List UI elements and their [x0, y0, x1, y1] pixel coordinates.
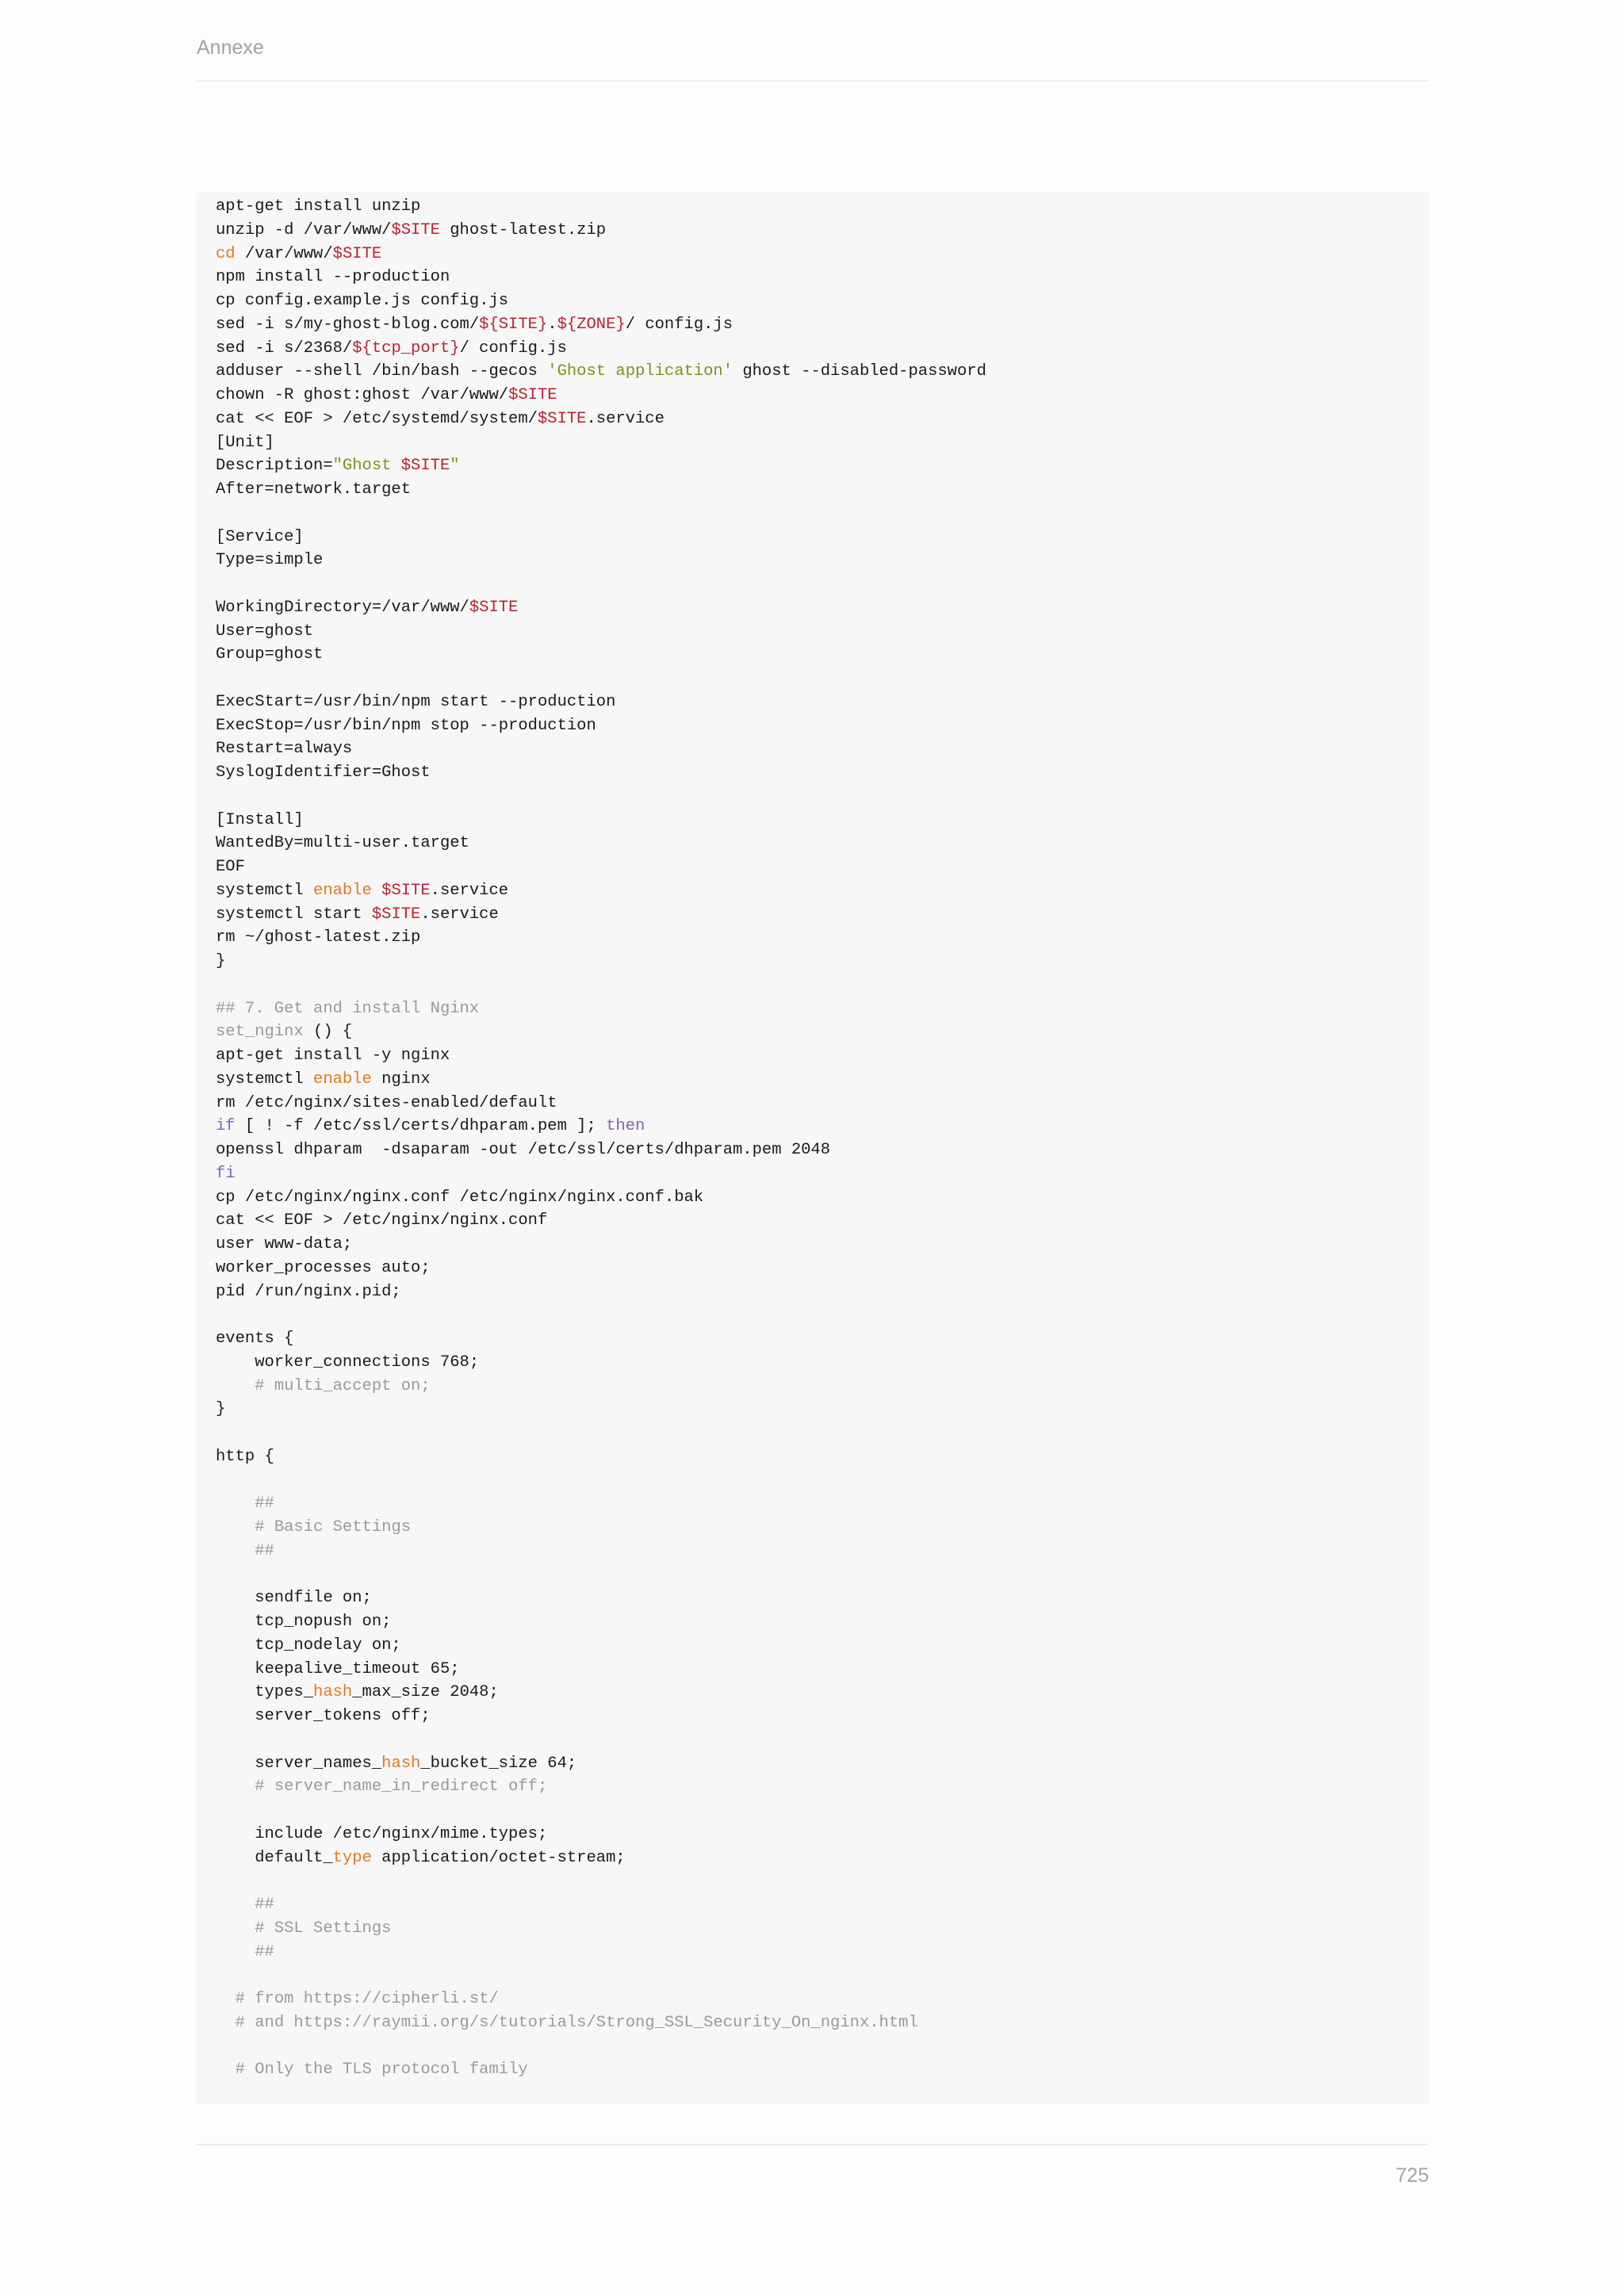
code-line — [216, 266, 1429, 289]
code-line — [216, 2011, 1429, 2035]
code-line — [216, 478, 1429, 502]
code-line — [216, 2035, 1429, 2059]
code-control-keyword: then — [606, 1117, 645, 1136]
code-line — [216, 1610, 1429, 1634]
code-line — [216, 1162, 1429, 1186]
code-line — [216, 785, 1429, 809]
code-text — [216, 1896, 255, 1914]
code-builtin: type — [332, 1848, 372, 1867]
code-text: tcp_nopush on; — [216, 1613, 392, 1631]
code-text: ExecStart=/usr/bin/npm start --production — [216, 692, 616, 711]
code-line — [216, 997, 1429, 1021]
code-text: EOF — [216, 858, 245, 876]
code-line — [216, 643, 1429, 667]
code-line — [216, 1681, 1429, 1705]
code-line — [216, 926, 1429, 950]
code-line — [216, 1964, 1429, 1988]
code-comment: ## — [255, 1896, 274, 1914]
code-line — [216, 454, 1429, 478]
code-builtin: hash — [313, 1683, 353, 1702]
code-text: / config.js — [625, 315, 733, 334]
code-text: _bucket_size 64; — [420, 1754, 577, 1773]
code-text: server_tokens off; — [216, 1707, 431, 1725]
code-text: WorkingDirectory=/var/www/ — [216, 598, 469, 617]
code-line — [216, 667, 1429, 691]
code-builtin: enable — [313, 881, 372, 900]
code-line — [216, 1327, 1429, 1351]
code-text: chown -R ghost:ghost /var/www/ — [216, 386, 509, 404]
code-text: After=network.target — [216, 480, 412, 499]
code-line — [216, 2058, 1429, 2082]
code-text: } — [216, 1400, 226, 1419]
code-text: cp /etc/nginx/nginx.conf /etc/nginx/nginx.conf.bak — [216, 1188, 704, 1207]
code-text: unzip -d /var/www/ — [216, 220, 392, 239]
code-text: npm install --production — [216, 268, 450, 287]
code-text: .service — [430, 881, 509, 900]
code-string: "Ghost — [332, 457, 401, 476]
code-text: .service — [420, 905, 499, 924]
code-text: cat << EOF > /etc/nginx/nginx.conf — [216, 1211, 548, 1230]
code-text: ExecStop=/usr/bin/npm stop --production — [216, 716, 596, 735]
code-variable: $SITE — [400, 457, 450, 476]
code-variable: ${tcp_port} — [352, 339, 460, 358]
code-line — [216, 1398, 1429, 1422]
code-line — [216, 1988, 1429, 2011]
code-line — [216, 809, 1429, 832]
code-line — [216, 572, 1429, 596]
code-text: .service — [586, 409, 665, 428]
code-line — [216, 1138, 1429, 1162]
code-text: Description= — [216, 457, 333, 476]
code-text: adduser --shell /bin/bash --gecos — [216, 362, 548, 381]
code-line — [216, 526, 1429, 549]
code-text: SyslogIdentifier=Ghost — [216, 763, 431, 782]
code-line — [216, 832, 1429, 855]
code-line — [216, 714, 1429, 738]
code-text: cat << EOF > /etc/systemd/system/ — [216, 409, 538, 428]
code-text: application/octet-stream; — [371, 1848, 626, 1867]
code-text — [216, 1919, 255, 1938]
code-block — [197, 193, 1429, 2104]
code-line — [216, 1422, 1429, 1445]
code-line — [216, 313, 1429, 337]
code-text: } — [216, 952, 226, 970]
code-line — [216, 903, 1429, 927]
code-line — [216, 1752, 1429, 1776]
code-line — [216, 1280, 1429, 1304]
code-comment: set_nginx — [216, 1023, 304, 1042]
code-text: [Install] — [216, 810, 304, 829]
code-text: events { — [216, 1330, 294, 1348]
code-text: rm /etc/nginx/sites-enabled/default — [216, 1093, 557, 1112]
code-text: sed -i s/my-ghost-blog.com/ — [216, 315, 480, 334]
code-line — [216, 1799, 1429, 1823]
code-text: ghost-latest.zip — [439, 220, 607, 239]
code-variable: $SITE — [371, 905, 421, 924]
code-text: cp config.example.js config.js — [216, 292, 509, 310]
code-text — [216, 1990, 236, 2008]
code-line — [216, 1563, 1429, 1587]
code-line — [216, 1728, 1429, 1752]
code-text: [ ! -f /etc/ssl/certs/dhparam.pem ]; — [235, 1117, 607, 1136]
code-line — [216, 431, 1429, 455]
code-comment: # server_name_in_redirect off; — [255, 1777, 548, 1797]
code-text: pid /run/nginx.pid; — [216, 1282, 401, 1301]
code-text: /var/www/ — [235, 244, 333, 263]
code-line — [216, 1209, 1429, 1233]
code-text: apt-get install unzip — [216, 197, 421, 216]
code-variable: ${ZONE} — [557, 315, 626, 334]
code-line — [216, 1020, 1429, 1044]
code-line — [216, 1941, 1429, 1965]
code-string: 'Ghost application' — [547, 362, 733, 381]
code-line — [216, 502, 1429, 526]
code-text — [372, 882, 381, 900]
code-text: [Service] — [216, 527, 304, 546]
code-comment: # Basic Settings — [255, 1518, 412, 1536]
code-listing — [216, 193, 1429, 2082]
code-line — [216, 1068, 1429, 1092]
code-text: tcp_nodelay on; — [216, 1636, 401, 1655]
code-text: systemctl start — [216, 905, 372, 924]
code-line — [216, 1586, 1429, 1610]
code-variable: $SITE — [381, 881, 431, 900]
code-text: types_ — [216, 1683, 314, 1702]
code-line — [216, 1823, 1429, 1846]
code-text: include /etc/nginx/mime.types; — [216, 1824, 548, 1843]
code-line — [216, 950, 1429, 974]
code-text: _max_size 2048; — [352, 1683, 499, 1702]
code-text — [216, 2061, 236, 2079]
code-control-keyword: fi — [216, 1164, 236, 1183]
code-comment: # multi_accept on; — [255, 1376, 431, 1395]
code-comment: # Only the TLS protocol family — [235, 2061, 528, 2080]
code-string: " — [450, 457, 460, 476]
code-builtin: cd — [216, 244, 236, 263]
code-text — [216, 1943, 255, 1961]
code-variable: $SITE — [332, 244, 382, 263]
code-text: systemctl — [216, 881, 314, 900]
code-line — [216, 1115, 1429, 1138]
code-line — [216, 1893, 1429, 1917]
code-line — [216, 1869, 1429, 1893]
code-line — [216, 879, 1429, 903]
code-line — [216, 691, 1429, 714]
code-line — [216, 337, 1429, 361]
code-line — [216, 1375, 1429, 1399]
code-line — [216, 289, 1429, 313]
code-line — [216, 1846, 1429, 1870]
code-line — [216, 408, 1429, 431]
page-header: Annexe — [197, 36, 264, 59]
code-comment: ## 7. Get and install Nginx — [216, 999, 480, 1018]
code-variable: $SITE — [391, 220, 440, 239]
code-line — [216, 1257, 1429, 1280]
footer-divider — [197, 2144, 1429, 2145]
code-line — [216, 549, 1429, 572]
code-text: worker_processes auto; — [216, 1258, 431, 1277]
code-text: keepalive_timeout 65; — [216, 1659, 460, 1678]
code-line — [216, 1092, 1429, 1115]
code-variable: ${SITE} — [479, 315, 548, 334]
code-line — [216, 1658, 1429, 1682]
code-text: openssl dhparam -dsaparam -out /etc/ssl/certs/dhparam.pem 2048 — [216, 1141, 831, 1159]
code-text: nginx — [371, 1070, 431, 1089]
code-text — [216, 1518, 255, 1536]
code-comment: ## — [255, 1942, 274, 1961]
code-text: worker_connections 768; — [216, 1353, 480, 1372]
code-line — [216, 1186, 1429, 1210]
code-control-keyword: if — [216, 1117, 236, 1136]
code-text — [216, 1542, 255, 1560]
code-text: WantedBy=multi-user.target — [216, 834, 469, 853]
code-line — [216, 596, 1429, 620]
code-line — [216, 219, 1429, 243]
code-builtin: enable — [313, 1070, 372, 1089]
code-line — [216, 1044, 1429, 1068]
code-comment: # and https://raymii.org/s/tutorials/Strong_SSL_Security_On_nginx.html — [235, 2013, 918, 2032]
code-comment: # from https://cipherli.st/ — [235, 1990, 499, 2008]
code-text: server_names_ — [216, 1754, 382, 1773]
code-variable: $SITE — [508, 386, 557, 404]
code-line — [216, 761, 1429, 785]
code-text: sed -i s/2368/ — [216, 339, 353, 358]
code-line — [216, 620, 1429, 644]
code-text: sendfile on; — [216, 1589, 372, 1608]
code-line — [216, 1917, 1429, 1941]
code-text: Type=simple — [216, 551, 324, 570]
code-text: systemctl — [216, 1070, 314, 1089]
code-comment: ## — [255, 1541, 274, 1560]
code-text: apt-get install -y nginx — [216, 1047, 450, 1065]
code-text: user www-data; — [216, 1235, 353, 1253]
code-line — [216, 1634, 1429, 1658]
code-comment: # SSL Settings — [255, 1919, 392, 1938]
header-divider — [197, 80, 1429, 82]
code-text — [216, 1494, 255, 1513]
code-text: () { — [303, 1023, 353, 1042]
code-line — [216, 384, 1429, 408]
page-number: 725 — [1396, 2164, 1429, 2187]
code-line — [216, 1445, 1429, 1469]
code-line — [216, 195, 1429, 219]
code-line — [216, 737, 1429, 761]
code-text: Group=ghost — [216, 645, 324, 664]
code-text: User=ghost — [216, 622, 314, 641]
code-text — [216, 1777, 255, 1796]
code-text: http { — [216, 1447, 274, 1466]
code-line — [216, 1233, 1429, 1257]
code-text — [216, 2014, 236, 2032]
code-text: . — [547, 315, 557, 334]
code-text: ghost --disabled-password — [733, 362, 986, 381]
code-line — [216, 1351, 1429, 1375]
code-line — [216, 1492, 1429, 1516]
code-text: / config.js — [459, 339, 567, 358]
code-text: Restart=always — [216, 740, 353, 759]
code-text: rm ~/ghost-latest.zip — [216, 928, 421, 947]
code-line — [216, 1516, 1429, 1540]
code-line — [216, 243, 1429, 266]
code-line — [216, 1705, 1429, 1728]
code-line — [216, 1469, 1429, 1493]
code-line — [216, 974, 1429, 997]
code-line — [216, 855, 1429, 879]
code-line — [216, 360, 1429, 384]
code-variable: $SITE — [469, 598, 519, 617]
code-line — [216, 1303, 1429, 1327]
code-builtin: hash — [381, 1754, 421, 1773]
code-text: default_ — [216, 1848, 333, 1867]
code-text: [Unit] — [216, 433, 274, 452]
code-comment: ## — [255, 1494, 274, 1513]
code-text — [216, 1377, 255, 1395]
code-line — [216, 1775, 1429, 1799]
code-variable: $SITE — [537, 409, 587, 428]
code-line — [216, 1540, 1429, 1563]
